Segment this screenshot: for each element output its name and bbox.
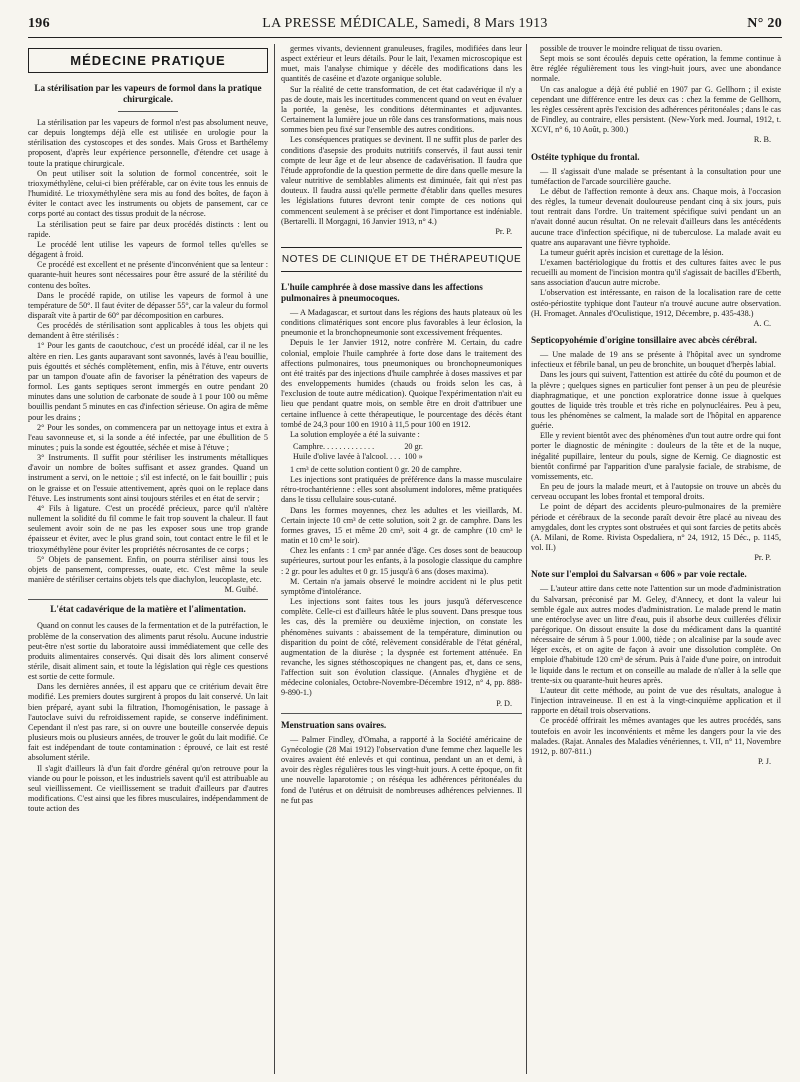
column-divider [526,44,527,1074]
header-rule [28,37,782,38]
paragraph: Sur la réalité de cette transformation, de cet état cadavérique il n'y a pas de doute, mais les incertitudes commencent quand on veut en évaluer la portée, la genèse, les conditions déterminantes et adjuvantes. Certainement la lumière joue un rôle dans ces transformations, mais nous sommes bien peu fixé sur l'ensemble des autres conditions. [281,84,522,135]
article-title: Note sur l'emploi du Salvarsan « 606 » par voie rectale. [531,569,747,580]
article-body [281,735,522,806]
paragraph: 5° Objets de pansement. Enfin, on pourra stériliser ainsi tous les objets de pansement, compresses, ouate, etc. C'est même la seule manière de stériliser certains objets tels que diachylon, leucoplaste, etc. [28,554,268,585]
journal-title: LA PRESSE MÉDICALE, Samedi, 8 Mars 1913 [262,16,548,31]
article-title: Ostéite typhique du frontal. [531,151,640,162]
paragraph: Le début de l'affection remonte à deux ans. Chaque mois, à l'occasion des règles, la tumeur devenait douloureuse pendant cinq à six jours, puis tout rentrait dans l'ordre. Un traitement spécifique suivi pendant un an n'avait donné aucun résultat. On ne relevait d'ailleurs dans les antécédents aucune trace d'infection spécifique, ni de tuberculose. La malade avait eu quatre ans auparavant une fièvre typhoïde. [531,186,781,247]
article-body [531,44,781,135]
paragraph: La tumeur guérit après incision et curettage de la lésion. [540,247,724,257]
paragraph: Dans le procédé rapide, on utilise les vapeurs de formol à une température de 50°. Il faut éviter de dépasser 55°, car la valeur du formol disparaît vite à partir de 60° par décomposition en carbures. [28,290,268,320]
recipe-item: Huile d'olive lavée à l'alcool. . . . [293,452,401,461]
article-body [28,621,268,814]
paragraph: Ce procédé est excellent et ne présente d'inconvénient que sa lenteur : quarante-huit heures sont nécessaires pour être assuré de la stérilité du contenu des boîtes. [28,260,268,290]
recipe-row [293,452,427,462]
paragraph: Le point de départ des accidents pleuro-pulmonaires de la première période et cérébraux de la seconde paraît devoir être placé au niveau des amygdales, dont les cryptes sont obstruées et qui sont farcies de petits abcès (A. Milani, de Rome. Rivista Ospedaliera, n° 24, 1912, 15 Déc., p. 1145, vol. II.) [531,502,781,553]
article-signature: M. Guibé. [224,585,258,595]
issue-number: N° 20 [747,16,782,31]
article-signature: P. D. [496,698,512,708]
article-title: Menstruation sans ovaires. [281,719,387,730]
article-body [531,350,781,553]
article-body [531,584,781,757]
paragraph: Quand on connut les causes de la fermentation et de la putréfaction, le problème de la conservation des aliments parut résolu. Aucune industrie peut-être n'est sortie du laboratoire aussi immédiatement que celle des produits alimentaires conservés. Qui disait dès lors aliment conservé stérile, disait aliment sain, et toute la législation qui règle ces questions est sortie de cette formule. [28,621,268,682]
article-signature: Pr. P. [754,553,771,563]
paragraph: Les injections sont pratiquées de préférence dans la masse musculaire rétro-trochantérienne : elles sont absolument indolores, même pratiquées dans le tissu cellulaire sous-cutané. [281,475,522,505]
paragraph: 1 cm³ de cette solution contient 0 gr. 20 de camphre. [290,465,462,474]
section-heading: MÉDECINE PRATIQUE [28,48,268,73]
paragraph: On peut utiliser soit la solution de formol concentrée, soit le trioxyméthylène, celui-ci bien préférable, car on évite tous les ennuis de l'humidité. Le trioxyméthylène sera mis au fond des boîtes, de façon à éviter le contact avec les instruments ou objets de pansement, car ce corps porté au contact des tissus produit de la nécrose. [28,168,268,219]
paragraph: possible de trouver le moindre reliquat de tissu ovarien. [540,44,723,53]
article-signature: P. J. [758,757,771,766]
column-3 [531,44,781,1074]
paragraph: Chez les enfants : 1 cm³ par année d'âge. Ces doses sont de beaucoup supérieures, surtout pour les enfants, à la posologie classique du camphre : 2 gr. pour les adultes et 0 gr. 15 jusqu'à 6 ans (doses maxima). [281,546,522,576]
column-1 [28,44,268,1074]
article-separator [281,713,522,714]
article-signature: A. C. [753,318,771,328]
paragraph: L'observation est intéressante, en raison de la localisation rare de cette ostéo-périostite typhique dont l'auteur n'a trouvé aucune autre observation. (H. Fromaget. Annales d'Oculistique, 1912, Décembre, p. 435-438.) [531,288,781,318]
paragraph: 1° Pour les gants de caoutchouc, c'est un procédé idéal, car il ne les altère en rien. Les gants auparavant sont savonnés, lavés à l'eau bouillie, puis égouttés et séchés complètement, enfin, mis à l'étuve, entr ouverts par un tampon d'ouate afin de favoriser la pénétration des vapeurs de formol. Les gants septiques seront immergés en outre pendant 20 minutes dans une solution de carbonate de soude à 1 pour 100 ou même bouillis pendant 5 minutes en cas d'infection sérieuse. On agira de même pour les drains ; [28,341,268,422]
paragraph: — Il s'agissait d'une malade se présentant à la consultation pour une tuméfaction de l'arcade sourcilière gauche. [531,166,781,186]
column-2 [281,44,522,1074]
paragraph: Ces procédés de stérilisation sont applicables à tous les objets qui demandent à être stérilisés : [28,321,268,341]
paragraph: Les conséquences pratiques se devinent. Il ne suffit plus de parler des conditions d'asepsie des produits nutritifs conservés, il faut aussi tenir compte de leur âge et de leur absence de cadavérisation. Il faudra que l'étude approfondie de la question permette de dire dans quelle mesure la valeur nutritive de semblables aliments est diminuée, fait qui n'est pas douteux. Il faudra aussi qu'elle permette d'établir dans quelles mesures les législations futures devront tenir compte de ces notions qui commencent seulement à se préciser et dont l'importance est indéniable. (Bertarelli. Il Morgagni, 16 Janvier 1913, n° 4.) [281,135,522,226]
paragraph: Elle y revient bientôt avec des phénomènes d'un tout autre ordre qui font porter le diagnostic de méningite : douleurs de la tête et de la nuque, inégalité pupillaire, lenteur du pouls, signe de Kernig. Ce diagnostic est bientôt confirmé par l'apparition d'une paralysie faciale, de strabisme, de vomissements, etc. [531,431,781,481]
paragraph: Sept mois se sont écoulés depuis cette opération, la femme continue à être réglée régulièrement tous les vingt-huit jours, avec une abondance normale. [531,54,781,84]
article-signature: Pr. P. [495,226,512,236]
recipe-quantity: 100 » [404,452,423,461]
paragraph: Il s'agit d'ailleurs là d'un fait d'ordre général qu'on retrouve pour la viande ou pour le poisson, et les industriels savent qu'il est attribuable au seul vieillissement. Ce vieillissement se traduit d'ailleurs par d'autres modifications. C'est ainsi que les fibres musculaires, indépendamment de toute action des [28,763,268,814]
paragraph: Dans les formes moyennes, chez les adultes et les vieillards, M. Certain injecte 10 cm³ de cette solution, soit 2 gr. de camphre. Dans les formes graves, 15 et même 20 cm³, soit 4 gr. de camphre (10 cm³ le matin et 10 cm³ le soir). [281,505,522,546]
recipe-row [293,442,427,452]
section-heading: NOTES DE CLINIQUE ET DE THÉRAPEUTIQUE [281,247,522,272]
article-body [281,44,522,227]
running-header [28,16,782,36]
column-divider [274,44,275,1074]
article-title: Septicopyohémie d'origine tonsillaire avec abcès cérébral. [531,335,757,346]
paragraph: Ce procédé offrirait les mêmes avantages que les autres procédés, sans toutefois en avoir les inconvénients et même les dangers pour la vie des malades. (Rajat. Annales des Maladies vénériennes, t. VII, n° 11, Novembre 1912, p. 807-811.) [531,716,781,756]
article-title: L'état cadavérique de la matière et l'alimentation. [50,604,246,615]
paragraph: En peu de jours la malade meurt, et à l'autopsie on trouve un abcès du cerveau occupant les lobes frontal et temporal droits. [531,482,781,502]
paragraph: L'examen bactériologique du frottis et des cultures faites avec le pus recueilli au moment de l'incision montra qu'il s'agissait de bacilles d'Eberth, sans association d'aucun autre microbe. [531,257,781,288]
paragraph: Les injections sont faites tous les jours jusqu'à défervescence complète. Celle-ci est d'ailleurs hâtée le plus souvent. Dans presque tous les cas, dès la première ou deuxième injection, on constate les phénomènes suivants : abaissement de la température, diminution ou disparition du point de côté, relèvement considérable de l'état général, augmentation de la diurèse ; la dyspnée est fortement atténuée. En revanche, les signes stéthoscopiques ne changent pas, et, dans ce sens, l'affection suit son évolution classique. (Annales d'hygiène et de médecine coloniales, Octobre-Novembre-Décembre 1912, n° 4, pp. 888-9-890-1.) [281,597,522,698]
paragraph: L'auteur dit cette méthode, au point de vue des résultats, analogue à l'injection intraveineuse. Il en est à la vingt-cinquième application et il rapporte en détail trois observations. [531,685,781,716]
paragraph: Le procédé lent utilise les vapeurs de formol telles qu'elles se dégagent à froid. [28,239,268,260]
paragraph: 4° Fils à ligature. C'est un procédé précieux, parce qu'il n'altère nullement la solidité du fil comme le fait trop souvent la chaleur. Il faut seulement avoir soin de ne pas les exposer sous une trop grande épaisseur et éviter, avec le plus grand soin, tout contact entre le fil et le trioxyméthylène pour éviter les propriétés nécrosantes de ce corps ; [28,503,268,554]
paragraph: M. Certain n'a jamais observé le moindre accident ni le plus petit symptôme d'intolérance. [281,576,522,596]
paragraph: Un cas analogue a déjà été publié en 1907 par G. Gellhorn ; il existe cependant une différence entre les deux cas : chez la femme de Gellhorn, les règles cessèrent après l'excision des adhérences péritonéales ; dans le cas de Findley, au contraire, elles persistent. (New-York med. Journal, 1912, t. XCVI, n° 6, 10 Août, p. 300.) [531,84,781,135]
article-body [281,308,522,440]
paragraph: La solution employée a été la suivante : [290,429,420,439]
paragraph: — Palmer Findley, d'Omaha, a rapporté à la Société américaine de Gynécologie (28 Mai 1912) l'observation d'une femme chez laquelle les ovaires avaient été enlevés et qui continua, pendant un an et demi, à avoir des règles régulières tous les vingt-huit jours. A cette époque, on fit une nouvelle laparotomie ; on réséqua les adhérences péritonéales du fond de l'utérus et on détruisit de nombreuses adhérences pelviennes. Il ne fut pas [281,734,522,805]
recipe-table [293,442,427,462]
article-title: L'huile camphrée à dose massive dans les affections pulmonaires à pneumocoques. [281,281,483,303]
paragraph: — L'auteur attire dans cette note l'attention sur un mode d'administration du Salvarsan, préconisé par M. Geley, d'Annecy, et dont la valeur lui semble égale aux autres modes d'administration. Le malade prend le matin une entéroclyse avec un litre d'eau, puis il absorbe deux cuillerées d'élixir parégorique. On dissout ensuite la dose du médicament dans la quantité nécessaire de sérum à 5 pour 1.000, tiède ; on alcalinise par la soude avec léger excès, et on agite de façon à avoir une dissolution complète. On emploie d'habitude 120 cm³ de sérum. Puis à l'aide d'une poire, on introduit le liquide dans le rectum et on conseille au malade de n'aller à la selle que trente-six ou quarante-huit heures après. [531,584,781,685]
recipe-item: Camphre. . . . . . . . . . . . . [293,442,375,451]
article-body [28,118,268,585]
recipe-quantity: 20 gr. [404,442,423,451]
paragraph: 3° Instruments. Il suffit pour stériliser les instruments métalliques d'avoir un nombre de boîtes suffisant et assez grandes. Quand un instrument a servi, on le nettoie ; s'il est infecté, on le fait bouillir ; puis on le graisse et on l'essuie attentivement, après quoi on le replace dans l'étuve. Les instruments sont ainsi toujours stériles et en état de servir ; [28,453,268,503]
paragraph: 2° Pour les sondes, on commencera par un nettoyage intus et extra à l'eau savonneuse et, si la sonde a été infectée, par une ébullition de 5 minutes ; puis la sonde est égouttée, séchée et mise à l'étuve ; [28,422,268,452]
article-body [531,167,781,319]
article-title: La stérilisation par les vapeurs de formol dans la pratique chirurgicale. [34,83,262,104]
page-number: 196 [28,16,50,31]
title-rule [118,111,178,112]
article-separator [28,599,268,600]
paragraph: La stérilisation par les vapeurs de formol n'est pas absolument neuve, car depuis longtemps déjà elle est utilisée en urologie pour la stérilisation des cystoscopes et des sondes. Mais Gross et Barthélemy proposent, d'après leur expérience personnelle, d'étendre cet usage à toute la pratique chirurgicale. [28,118,268,168]
paragraph: Dans les jours qui suivent, l'attention est attirée du côté du poumon et de la plèvre ; quelques signes en particulier font penser à un peu de pleurésie diaphragmatique, et une ponction exploratrice donne issue à quelques gouttes de liquide très trouble et très riche en polynucléaires. Peu à peu, tous les phénomènes se calment, la malade sort de l'hôpital en apparence guérie. [531,370,781,431]
paragraph: Dans les dernières années, il est apparu que ce critérium devait être modifié. Les premiers doutes surgirent à propos du lait conservé. Un lait bien préparé, ayant subi la filtration, l'homogénisation, le passage à l'autoclave suivi du refroidissement rapide, se conserve indéfiniment. Cependant il n'est pas rare, si on ouvre une bouteille conservée depuis plusieurs mois ou plusieurs années, de trouver le goût du lait modifié. Ce fait est indépendant de toute contamination : éprouvé, ce lait est resté absolument stérile. [28,682,268,763]
paragraph: germes vivants, deviennent granuleuses, fragiles, modifiées dans leur aspect extérieur et leurs détails. Pour le lait, l'examen microscopique est muet, mais l'analyse chimique y décèle des modifications dans les quantités de caséine et d'azote organique soluble. [281,44,522,84]
article-signature: R. B. [753,135,771,145]
paragraph: La stérilisation peut se faire par deux procédés distincts : lent ou rapide. [28,219,268,239]
paragraph: — Une malade de 19 ans se présente à l'hôpital avec un syndrome infectieux et fébrile banal, un peu de bronchite, un bouquet d'herpès labial. [531,350,781,370]
paragraph: Depuis le 1er Janvier 1912, notre confrère M. Certain, du cadre colonial, emploie l'huile camphrée à forte dose dans le traitement des affections pulmonaires, tous pneumoniques ou bronchopneumoniques ont été traités par des injections d'huile camphrée à doses massives et par des enveloppements humides (chauds ou froids selon les cas, à l'exclusion de toute autre médication). Quoique l'expérimentation n'ait eu lieu que pendant quatre mois, on semble être en droit d'attribuer une certaine influence à cette thérapeutique, le pourcentage des décès étant tombé de 24,3 pour 100 en 1910 à 11,5 pour 100 en 1912. [281,338,522,429]
paragraph: — A Madagascar, et surtout dans les régions des hauts plateaux où les conditions climatériques sont encore plus favorables à leur éclosion, la pneumonie et la bronchopneumonie sont excessivement fréquentes. [281,307,522,338]
article-body [281,465,522,699]
